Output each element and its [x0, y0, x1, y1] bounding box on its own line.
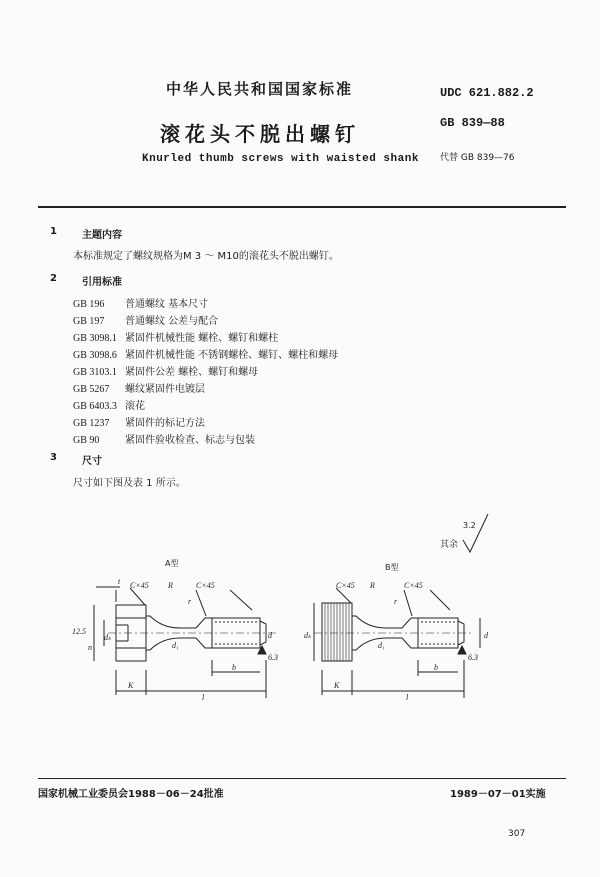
section-2-title: 引用标准 — [82, 277, 122, 288]
title-english: Knurled thumb screws with waisted shank — [142, 153, 419, 165]
title-chinese: 滚花头不脱出螺钉 — [160, 122, 360, 146]
reference-item — [73, 295, 208, 312]
reference-name: 滚花 — [125, 401, 145, 412]
reference-name: 紧固件的标记方法 — [125, 418, 205, 429]
roughness-value: 3.2 — [463, 521, 476, 530]
dim-c45-b: C×45 — [336, 581, 355, 590]
dim-rough-a: 12.5 — [72, 627, 86, 636]
reference-name: 普通螺纹 基本尺寸 — [125, 299, 209, 310]
reference-item — [73, 414, 205, 431]
gb-number: GB 839—88 — [440, 116, 505, 130]
dim-K-a: K — [128, 681, 134, 690]
type-a-label: A型 — [165, 559, 179, 568]
section-1-text: 本标准规定了螺纹规格为M 3 ～ M10的滚花头不脱出螺钉。 — [73, 251, 339, 262]
header-rule — [38, 206, 566, 208]
dim-l-b: l — [406, 693, 409, 702]
reference-name: 普通螺纹 公差与配合 — [125, 316, 219, 327]
reference-code: GB 197 — [73, 316, 105, 327]
dim-d-a: d — [268, 631, 272, 640]
reference-name: 紧固件验收检查、标志与包装 — [125, 435, 255, 446]
roughness-note: 其余 — [440, 540, 459, 550]
dim-R-b: R — [370, 581, 375, 590]
section-1-number: 1 — [50, 226, 57, 237]
reference-item — [73, 431, 255, 448]
section-3-number: 3 — [50, 452, 57, 463]
section-2-number: 2 — [50, 273, 57, 284]
dim-c45-a: C×45 — [130, 581, 149, 590]
replaces-note: 代替 GB 839—76 — [440, 153, 515, 163]
section-3-title: 尺寸 — [82, 456, 102, 467]
reference-name: 螺纹紧固件电镀层 — [125, 384, 205, 395]
reference-item — [73, 312, 218, 329]
reference-name: 紧固件公差 螺栓、螺钉和螺母 — [125, 367, 259, 378]
reference-item — [73, 363, 258, 380]
reference-code: GB 5267 — [73, 384, 110, 395]
dim-R-a: R — [168, 581, 173, 590]
dim-r-a: r — [188, 597, 192, 606]
section-3-text: 尺寸如下图及表 1 所示。 — [73, 478, 186, 489]
approval-date: 国家机械工业委员会1988－06－24批准 — [38, 789, 224, 800]
page-number: 307 — [508, 829, 526, 839]
dim-b-a: b — [232, 663, 236, 672]
reference-code: GB 3098.1 — [73, 333, 117, 344]
reference-code: GB 3098.6 — [73, 350, 117, 361]
dim-d1-a: d₁ — [172, 641, 179, 650]
dim-dk-b: dₖ — [304, 631, 312, 640]
roughness-symbol-icon — [463, 514, 488, 552]
effective-date: 1989－07－01实施 — [450, 789, 546, 800]
dim-c45-b2: C×45 — [404, 581, 423, 590]
footer-rule — [38, 778, 566, 779]
reference-code: GB 90 — [73, 435, 100, 446]
dim-b-b: b — [434, 663, 438, 672]
dim-n: n — [88, 643, 92, 652]
reference-name: 紧固件机械性能 螺栓、螺钉和螺柱 — [125, 333, 279, 344]
type-a-screw — [94, 587, 276, 698]
reference-code: GB 1237 — [73, 418, 110, 429]
screw-drawing — [0, 500, 600, 720]
section-1-title: 主题内容 — [82, 230, 122, 241]
reference-code: GB 196 — [73, 299, 105, 310]
reference-item — [73, 329, 278, 346]
dim-r-b: r — [394, 597, 398, 606]
udc-number: UDC 621.882.2 — [440, 86, 534, 100]
reference-name: 紧固件机械性能 不锈钢螺栓、螺钉、螺柱和螺母 — [125, 350, 339, 361]
dim-l-a: l — [202, 693, 205, 702]
dim-K-b: K — [334, 681, 340, 690]
standard-type: 中华人民共和国国家标准 — [166, 80, 354, 98]
dim-d1-b: d₁ — [378, 641, 385, 650]
dim-d-b: d — [484, 631, 488, 640]
reference-item — [73, 397, 145, 414]
reference-code: GB 3103.1 — [73, 367, 117, 378]
reference-code: GB 6403.3 — [73, 401, 117, 412]
dim-rough-b-a: 6.3 — [268, 653, 278, 662]
dim-rough-b-b: 6.3 — [468, 653, 478, 662]
dim-c45-a2: C×45 — [196, 581, 215, 590]
dim-t: t — [118, 577, 121, 586]
type-b-label: B型 — [385, 563, 399, 572]
dim-dk-a: dₖ — [104, 633, 112, 642]
reference-item — [73, 346, 338, 363]
reference-item — [73, 380, 205, 397]
